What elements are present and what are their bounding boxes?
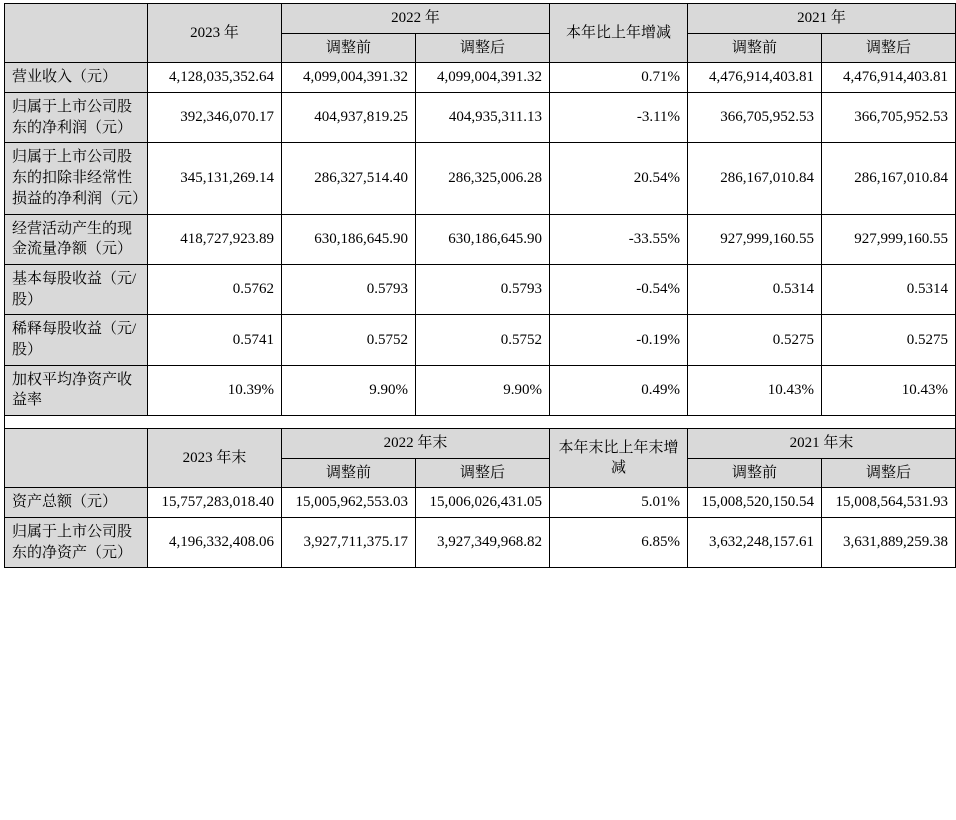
section1-subheader-2022-after: 调整后 [416, 33, 550, 63]
section1-header-2022: 2022 年 [282, 4, 550, 34]
section2-subheader-2021-before: 调整前 [688, 458, 822, 488]
cell-2022-after: 404,935,311.13 [416, 93, 550, 143]
cell-2021-after: 286,167,010.84 [822, 143, 956, 214]
cell-2023: 10.39% [148, 365, 282, 415]
cell-2022-before: 15,005,962,553.03 [282, 488, 416, 518]
cell-2022-before: 630,186,645.90 [282, 214, 416, 264]
section2-header-change: 本年末比上年末增减 [550, 429, 688, 488]
cell-change: 5.01% [550, 488, 688, 518]
section2-subheader-2022-after: 调整后 [416, 458, 550, 488]
row-label: 营业收入（元） [5, 63, 148, 93]
row-label: 基本每股收益（元/股） [5, 264, 148, 314]
cell-2021-after: 0.5275 [822, 315, 956, 365]
cell-change: -33.55% [550, 214, 688, 264]
cell-2021-before: 0.5275 [688, 315, 822, 365]
section1-subheader-2021-before: 调整前 [688, 33, 822, 63]
cell-2021-after: 10.43% [822, 365, 956, 415]
section1-header-2021: 2021 年 [688, 4, 956, 34]
cell-2022-before: 0.5793 [282, 264, 416, 314]
cell-2022-after: 0.5752 [416, 315, 550, 365]
financial-summary-sheet [0, 3, 956, 820]
cell-2023: 4,128,035,352.64 [148, 63, 282, 93]
section2-header-2022: 2022 年末 [282, 429, 550, 459]
section1-header-change: 本年比上年增减 [550, 4, 688, 63]
cell-2022-before: 0.5752 [282, 315, 416, 365]
cell-2022-after: 4,099,004,391.32 [416, 63, 550, 93]
cell-2021-after: 3,631,889,259.38 [822, 518, 956, 568]
cell-2022-after: 0.5793 [416, 264, 550, 314]
section2-header-top-row [5, 429, 956, 459]
cell-2022-after: 3,927,349,968.82 [416, 518, 550, 568]
cell-2021-before: 927,999,160.55 [688, 214, 822, 264]
cell-change: 0.49% [550, 365, 688, 415]
cell-2023: 418,727,923.89 [148, 214, 282, 264]
row-label: 稀释每股收益（元/股） [5, 315, 148, 365]
cell-2022-before: 404,937,819.25 [282, 93, 416, 143]
row-label: 经营活动产生的现金流量净额（元） [5, 214, 148, 264]
section-divider [5, 416, 956, 429]
section2-subheader-2022-before: 调整前 [282, 458, 416, 488]
table-row [5, 518, 956, 568]
cell-2021-before: 3,632,248,157.61 [688, 518, 822, 568]
cell-2021-before: 10.43% [688, 365, 822, 415]
cell-change: -3.11% [550, 93, 688, 143]
cell-2022-before: 4,099,004,391.32 [282, 63, 416, 93]
financial-summary-table [4, 3, 956, 568]
table-row [5, 93, 956, 143]
cell-2021-after: 927,999,160.55 [822, 214, 956, 264]
cell-2023: 345,131,269.14 [148, 143, 282, 214]
cell-2022-before: 3,927,711,375.17 [282, 518, 416, 568]
cell-2021-after: 0.5314 [822, 264, 956, 314]
cell-2021-after: 4,476,914,403.81 [822, 63, 956, 93]
section2-corner-cell [5, 429, 148, 488]
section2-header-2021: 2021 年末 [688, 429, 956, 459]
table-row [5, 264, 956, 314]
cell-2021-before: 4,476,914,403.81 [688, 63, 822, 93]
cell-2022-after: 286,325,006.28 [416, 143, 550, 214]
table-row [5, 488, 956, 518]
cell-2022-after: 630,186,645.90 [416, 214, 550, 264]
cell-change: -0.54% [550, 264, 688, 314]
cell-2021-before: 0.5314 [688, 264, 822, 314]
cell-2021-before: 366,705,952.53 [688, 93, 822, 143]
cell-2023: 392,346,070.17 [148, 93, 282, 143]
table-row [5, 143, 956, 214]
section2-header-2023: 2023 年末 [148, 429, 282, 488]
cell-2021-after: 15,008,564,531.93 [822, 488, 956, 518]
row-label: 加权平均净资产收益率 [5, 365, 148, 415]
cell-2021-after: 366,705,952.53 [822, 93, 956, 143]
cell-2023: 15,757,283,018.40 [148, 488, 282, 518]
section1-subheader-2022-before: 调整前 [282, 33, 416, 63]
cell-2021-before: 15,008,520,150.54 [688, 488, 822, 518]
table-row [5, 315, 956, 365]
section1-header-top-row [5, 4, 956, 34]
cell-2022-before: 9.90% [282, 365, 416, 415]
cell-2022-before: 286,327,514.40 [282, 143, 416, 214]
row-label: 归属于上市公司股东的净资产（元） [5, 518, 148, 568]
cell-2023: 4,196,332,408.06 [148, 518, 282, 568]
section1-subheader-2021-after: 调整后 [822, 33, 956, 63]
cell-2021-before: 286,167,010.84 [688, 143, 822, 214]
cell-change: 20.54% [550, 143, 688, 214]
section1-corner-cell [5, 4, 148, 63]
cell-2023: 0.5762 [148, 264, 282, 314]
table-row [5, 214, 956, 264]
row-label: 资产总额（元） [5, 488, 148, 518]
cell-change: -0.19% [550, 315, 688, 365]
table-row [5, 365, 956, 415]
cell-change: 0.71% [550, 63, 688, 93]
row-label: 归属于上市公司股东的净利润（元） [5, 93, 148, 143]
cell-2023: 0.5741 [148, 315, 282, 365]
cell-2022-after: 9.90% [416, 365, 550, 415]
cell-change: 6.85% [550, 518, 688, 568]
cell-2022-after: 15,006,026,431.05 [416, 488, 550, 518]
section2-subheader-2021-after: 调整后 [822, 458, 956, 488]
row-label: 归属于上市公司股东的扣除非经常性损益的净利润（元） [5, 143, 148, 214]
table-row [5, 63, 956, 93]
section1-header-2023: 2023 年 [148, 4, 282, 63]
